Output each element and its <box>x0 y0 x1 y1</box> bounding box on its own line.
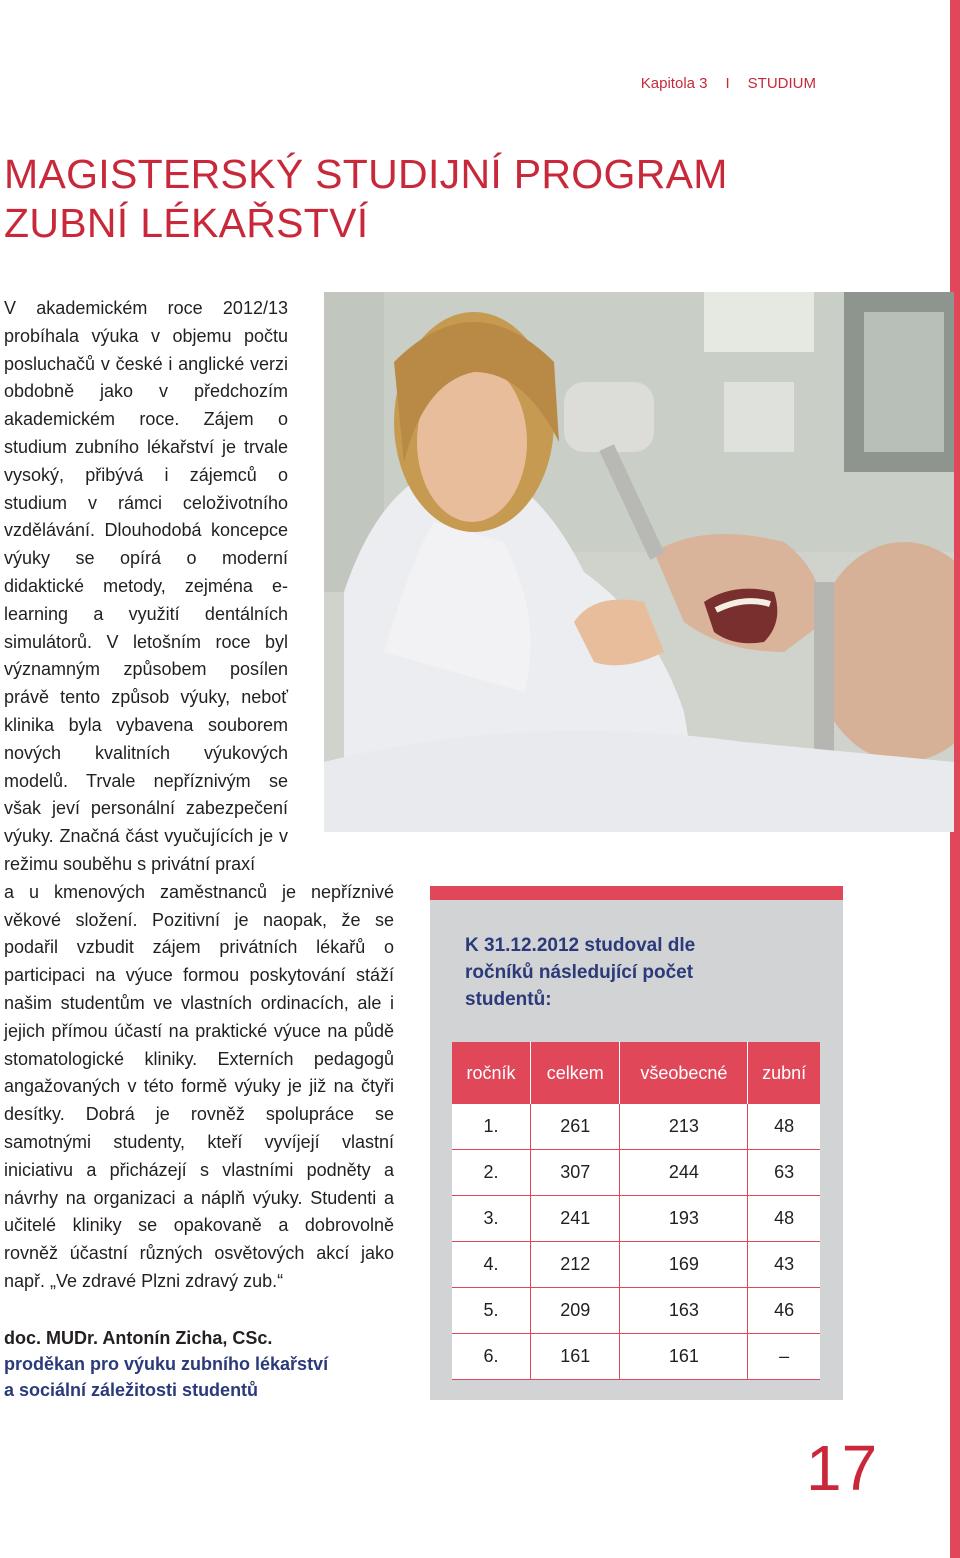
table-row <box>452 1242 820 1288</box>
cell-dental: 46 <box>748 1288 820 1334</box>
column-header-general: všeobecné <box>620 1042 748 1104</box>
info-box-heading-line-3: studentů: <box>465 989 552 1010</box>
cell-total: 212 <box>531 1242 620 1288</box>
cell-general: 193 <box>620 1196 748 1242</box>
table-row <box>452 1196 820 1242</box>
cell-general: 161 <box>620 1334 748 1380</box>
cell-year: 3. <box>452 1196 531 1242</box>
title-line-1: MAGISTERSKÝ STUDIJNÍ PROGRAM <box>4 151 728 197</box>
table-row <box>452 1288 820 1334</box>
cell-year: 5. <box>452 1288 531 1334</box>
cell-dental: 48 <box>748 1196 820 1242</box>
table-header-row <box>452 1042 820 1104</box>
info-box-heading <box>465 932 765 1013</box>
cell-year: 4. <box>452 1242 531 1288</box>
cell-general: 213 <box>620 1104 748 1150</box>
cell-year: 6. <box>452 1334 531 1380</box>
student-statistics-box <box>430 886 843 1400</box>
student-count-table <box>452 1042 820 1380</box>
info-box-heading-line-2: ročníků následující počet <box>465 962 694 983</box>
cell-dental: 48 <box>748 1104 820 1150</box>
article-paragraph: V akademickém roce 2012/13 probíhala výuka v objemu počtu posluchačů v české i anglické verzi obdobně jako v předchozím akademickém roce. Zájem o studium zubního lékařství je trvale vysoký, přibývá i zájemců o studium v rámci celoživotního vzdělávání. Dlouhodobá koncepce výuky se opírá o moderní didaktické metody, zejména e-learning a využití dentálních simulátorů. V letošním roce byl významným způsobem posílen právě tento způsob výuky, neboť klinika byla vybavena souborem nových kvalitních výukových modelů. Trvale nepříznivým se však jeví personální zabezpečení výuky. Značná část vyučujících je v režimu souběhu s privátní praxí <box>4 298 288 874</box>
cell-total: 241 <box>531 1196 620 1242</box>
cell-year: 2. <box>452 1150 531 1196</box>
column-header-dental: zubní <box>748 1042 820 1104</box>
cell-total: 209 <box>531 1288 620 1334</box>
cell-dental: 43 <box>748 1242 820 1288</box>
info-box-heading-line-1: K 31.12.2012 studoval dle <box>465 935 696 956</box>
table-row <box>452 1334 820 1380</box>
table-row <box>452 1150 820 1196</box>
article-body <box>4 295 394 1296</box>
page-title <box>4 150 728 248</box>
info-box-accent-bar <box>430 886 843 900</box>
cell-general: 163 <box>620 1288 748 1334</box>
column-header-total: celkem <box>531 1042 620 1104</box>
cell-general: 244 <box>620 1150 748 1196</box>
page-number: 17 <box>806 1432 878 1504</box>
cell-total: 261 <box>531 1104 620 1150</box>
cell-total: 307 <box>531 1150 620 1196</box>
author-role-line-1: proděkan pro výuku zubního lékařství <box>4 1354 329 1374</box>
chapter-label: Kapitola 3 <box>640 75 708 92</box>
cell-total: 161 <box>531 1334 620 1380</box>
cell-dental: – <box>748 1334 820 1380</box>
cell-dental: 63 <box>748 1150 820 1196</box>
author-name: doc. MUDr. Antonín Zicha, CSc. <box>4 1328 273 1348</box>
header-separator: I <box>725 75 730 92</box>
author-signature <box>4 1325 328 1403</box>
cell-year: 1. <box>452 1104 531 1150</box>
column-header-year: ročník <box>452 1042 531 1104</box>
cell-general: 169 <box>620 1242 748 1288</box>
section-label: STUDIUM <box>747 75 816 92</box>
title-line-2: ZUBNÍ LÉKAŘSTVÍ <box>4 200 369 246</box>
table-row <box>452 1104 820 1150</box>
running-header <box>560 75 816 92</box>
author-role-line-2: a sociální záležitosti studentů <box>4 1380 259 1400</box>
article-paragraph-continued: a u kmenových zaměstnanců je nepříznivé věkové složení. Pozitivní je naopak, že se podařil vzbudit zájem privátních lékařů o participaci na výuce formou poskytování stáží našim studentům ve vlastních ordinacích, ale i jejich přímou účastí na praktické výuce na půdě stomatologické kliniky. Externích pedagogů angažovaných v této formě výuky je již na čtyři desítky. Dobrá je rovněž spolupráce se samotnými studenty, kteří vyvíjejí vlastní iniciativu a přicházejí s vlastními podněty a návrhy na organizaci a náplň výuky. Studenti a učitelé kliniky se opakovaně a dobrovolně rovněž účastní různých osvětových akcí jako např. „Ve zdravé Plzni zdravý zub.“ <box>4 881 394 1291</box>
dental-simulator-photo <box>324 292 954 832</box>
